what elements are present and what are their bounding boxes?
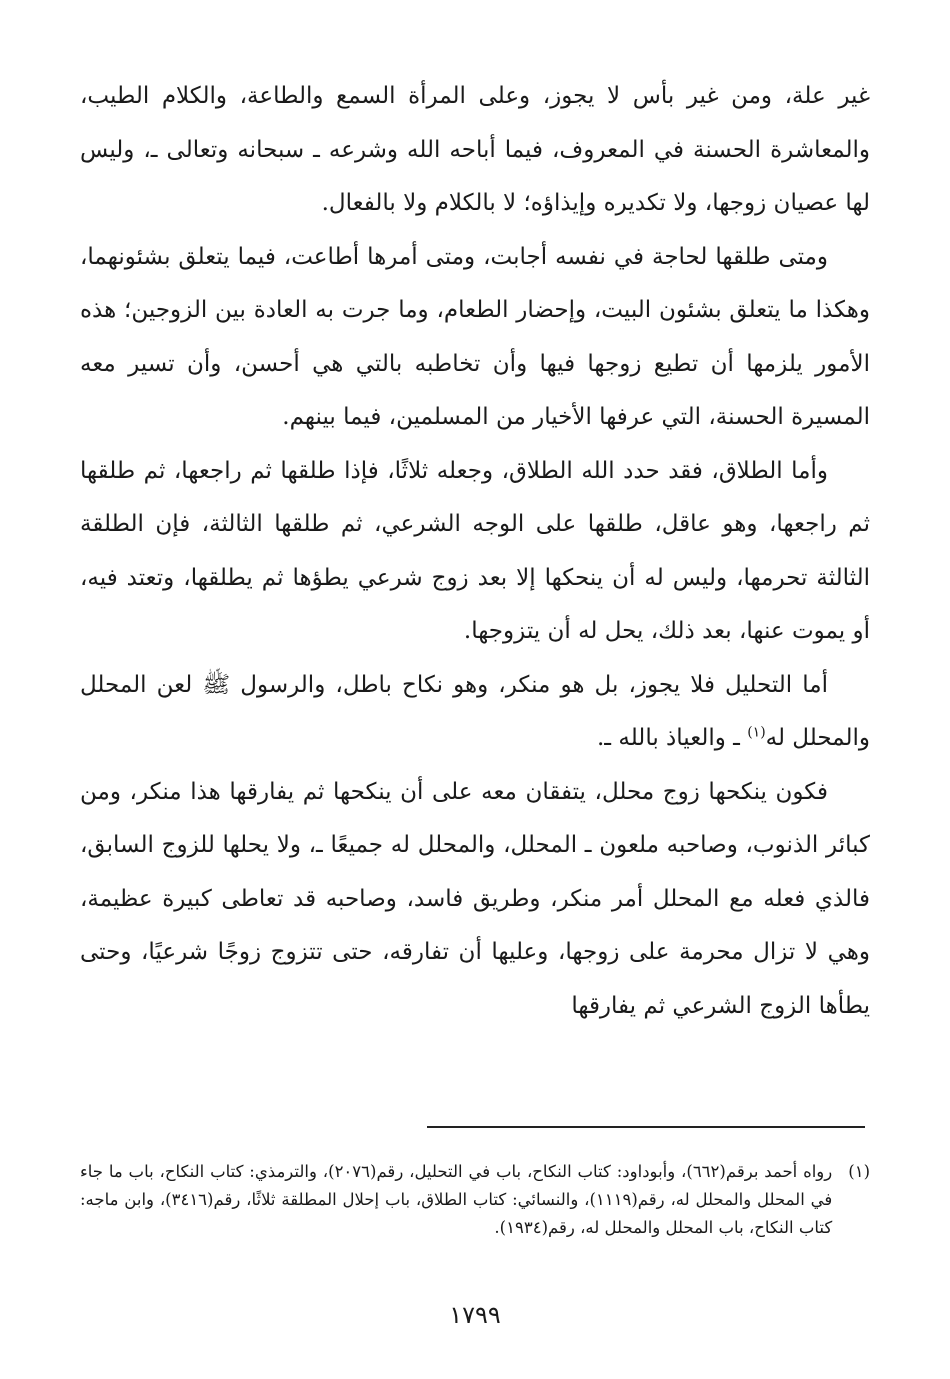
footnote bbox=[80, 1158, 870, 1242]
paragraph-3: وأما الطلاق، فقد حدد الله الطلاق، وجعله ثلاثًا، فإذا طلقها ثم راجعها، ثم طلقها ثم راجعها، وهو عاقل، طلقها على الوجه الشرعي، ثم طلقها الثالثة، فإن الطلقة الثالثة تحرمها، وليس له أن ينحكها إلا بعد زوج شرعي يطؤها ثم يطلقها، وتعتد فيه، أو يموت عنها، بعد ذلك، يحل له أن يتزوجها. bbox=[80, 457, 870, 644]
paragraph-5: فكون ينكحها زوج محلل، يتفقان معه على أن ينكحها ثم يفارقها هذا منكر، ومن كبائر الذنوب، وصاحبه ملعون ـ المحلل، والمحلل له جميعًا ـ، ولا يحلها للزوج السابق، فالذي فعله مع المحلل أمر منكر، وطريق فاسد، وصاحبه قد تعاطى كبيرة عظيمة، وهي لا تزال محرمة على زوجها، وعليها أن تفارقه، حتى تتزوج زوجًا شرعيًا، وحتى يطأها الزوج الشرعي ثم يفارقها bbox=[80, 778, 870, 1019]
paragraph-4 bbox=[80, 659, 870, 766]
main-text bbox=[80, 70, 870, 1033]
footnote-text: رواه أحمد برقم(٦٦٢)، وأبوداود: كتاب النكاح، باب في التحليل، رقم(٢٠٧٦)، والترمذي: كتاب النكاح، باب ما جاء في المحلل والمحلل له، رقم(١١١٩)، والنسائي: كتاب الطلاق، باب إحلال المطلقة ثلاثًا، رقم(٣٤١٦)، وابن ماجه: كتاب النكاح، باب المحلل والمحلل له، رقم(١٩٣٤). bbox=[80, 1162, 833, 1237]
paragraph-1: غير علة، ومن غير بأس لا يجوز، وعلى المرأة السمع والطاعة، والكلام الطيب، والمعاشرة الحسنة في المعروف، فيما أباحه الله وشرعه ـ سبحانه وتعالى ـ، وليس لها عصيان زوجها، ولا تكديره وإيذاؤه؛ لا بالكلام ولا بالفعال. bbox=[80, 83, 870, 216]
paragraph-4-text: أما التحليل فلا يجوز، بل هو منكر، وهو نكاح باطل، والرسول ﷺ لعن المحلل والمحلل له bbox=[80, 671, 870, 751]
footnote-separator bbox=[427, 1126, 865, 1128]
footnote-reference: (١) bbox=[747, 724, 766, 741]
paragraph-2: ومتى طلقها لحاجة في نفسه أجابت، ومتى أمرها أطاعت، فيما يتعلق بشئونهما، وهكذا ما يتعلق بشئون البيت، وإحضار الطعام، وما جرت به العادة بين الزوجين؛ هذه الأمور يلزمها أن تطيع زوجها فيها وأن تخاطبه بالتي هي أحسن، وأن تسير معه المسيرة الحسنة، التي عرفها الأخيار من المسلمين، فيما بينهم. bbox=[80, 243, 870, 430]
paragraph-4-tail: ـ والعياذ بالله ـ. bbox=[597, 725, 748, 751]
footnote-number: (١) bbox=[848, 1162, 870, 1181]
page-number: ١٧٩٩ bbox=[449, 1301, 501, 1329]
